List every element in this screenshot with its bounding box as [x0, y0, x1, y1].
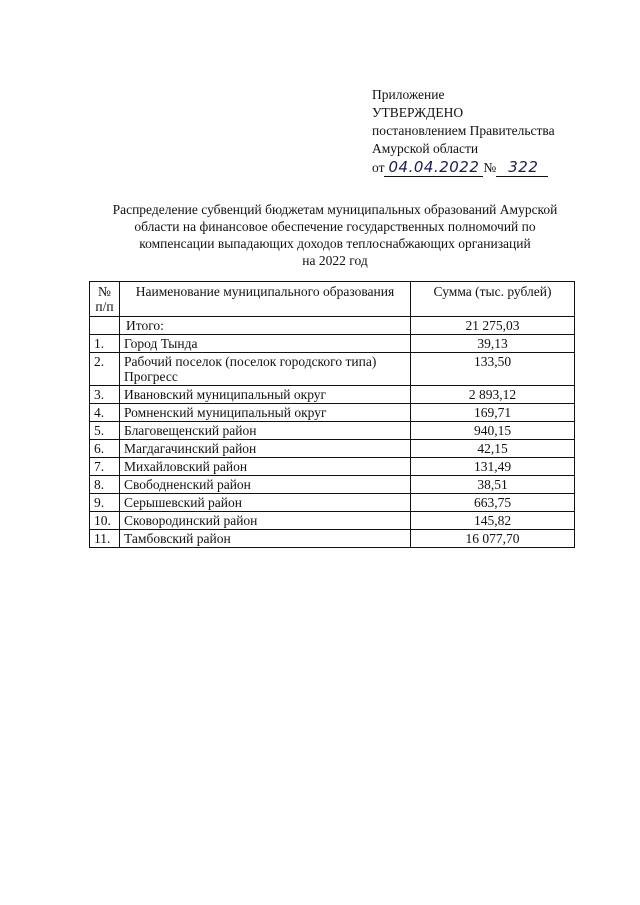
row-sum: 42,15: [411, 440, 575, 458]
row-num: 1.: [90, 335, 120, 353]
row-name: Рабочий поселок (поселок городского типа) Прогресс: [120, 353, 411, 386]
row-name: Благовещенский район: [120, 422, 411, 440]
row-name: Тамбовский район: [120, 530, 411, 548]
number-prefix: №: [483, 160, 497, 175]
table-row: [90, 458, 575, 476]
row-sum: 145,82: [411, 512, 575, 530]
table-row: [90, 422, 575, 440]
row-sum: 131,49: [411, 458, 575, 476]
table-row: [90, 512, 575, 530]
title-line-1: Распределение субвенций бюджетам муниципальных образований Амурской: [112, 202, 558, 217]
table-row: [90, 476, 575, 494]
handwritten-date: 04.04.2022: [384, 158, 483, 177]
row-name: Сковородинский район: [120, 512, 411, 530]
row-name: Серышевский район: [120, 494, 411, 512]
row-num: 6.: [90, 440, 120, 458]
row-sum: 663,75: [411, 494, 575, 512]
date-prefix: от: [372, 160, 385, 175]
row-num: 10.: [90, 512, 120, 530]
row-num: 3.: [90, 386, 120, 404]
table-row: [90, 404, 575, 422]
table-row: [90, 335, 575, 353]
date-number-line: [372, 158, 612, 177]
region-label: Амурской области: [372, 141, 479, 156]
row-name: Свободненский район: [120, 476, 411, 494]
table-header-row: [90, 282, 575, 317]
header-sum: Сумма (тыс. рублей): [411, 282, 575, 317]
approved-label: УТВЕРЖДЕНО: [372, 105, 464, 120]
distribution-table: [89, 281, 575, 548]
table-row: [90, 494, 575, 512]
row-num: 7.: [90, 458, 120, 476]
row-name: Ромненский муниципальный округ: [120, 404, 411, 422]
row-sum: 940,15: [411, 422, 575, 440]
row-sum: 133,50: [411, 353, 575, 386]
table-row: [90, 440, 575, 458]
row-num: 9.: [90, 494, 120, 512]
resolution-label: постановлением Правительства: [372, 123, 555, 138]
title-line-4: на 2022 год: [302, 253, 368, 268]
annex-label: Приложение: [372, 87, 445, 102]
row-num: 5.: [90, 422, 120, 440]
header-num: № п/п: [90, 282, 120, 317]
row-sum: 16 077,70: [411, 530, 575, 548]
row-num: 4.: [90, 404, 120, 422]
header-name: Наименование муниципального образования: [120, 282, 411, 317]
table-row: [90, 386, 575, 404]
row-name: Ивановский муниципальный округ: [120, 386, 411, 404]
table-row: [90, 353, 575, 386]
approval-block: [372, 86, 612, 177]
row-num: 8.: [90, 476, 120, 494]
row-num: 11.: [90, 530, 120, 548]
row-sum: 2 893,12: [411, 386, 575, 404]
total-sum: 21 275,03: [411, 317, 575, 335]
row-sum: 38,51: [411, 476, 575, 494]
title-line-2: области на финансовое обеспечение государственных полномочий по: [134, 219, 536, 234]
row-name: Город Тында: [120, 335, 411, 353]
row-sum: 39,13: [411, 335, 575, 353]
document-title: [90, 201, 580, 269]
handwritten-number: 322: [496, 158, 548, 177]
row-num: 2.: [90, 353, 120, 386]
row-sum: 169,71: [411, 404, 575, 422]
row-name: Михайловский район: [120, 458, 411, 476]
total-label: Итого:: [120, 317, 411, 335]
total-num-cell: [90, 317, 120, 335]
table-row: [90, 530, 575, 548]
total-row: [90, 317, 575, 335]
title-line-3: компенсации выпадающих доходов теплоснабжающих организаций: [139, 236, 531, 251]
row-name: Магдагачинский район: [120, 440, 411, 458]
